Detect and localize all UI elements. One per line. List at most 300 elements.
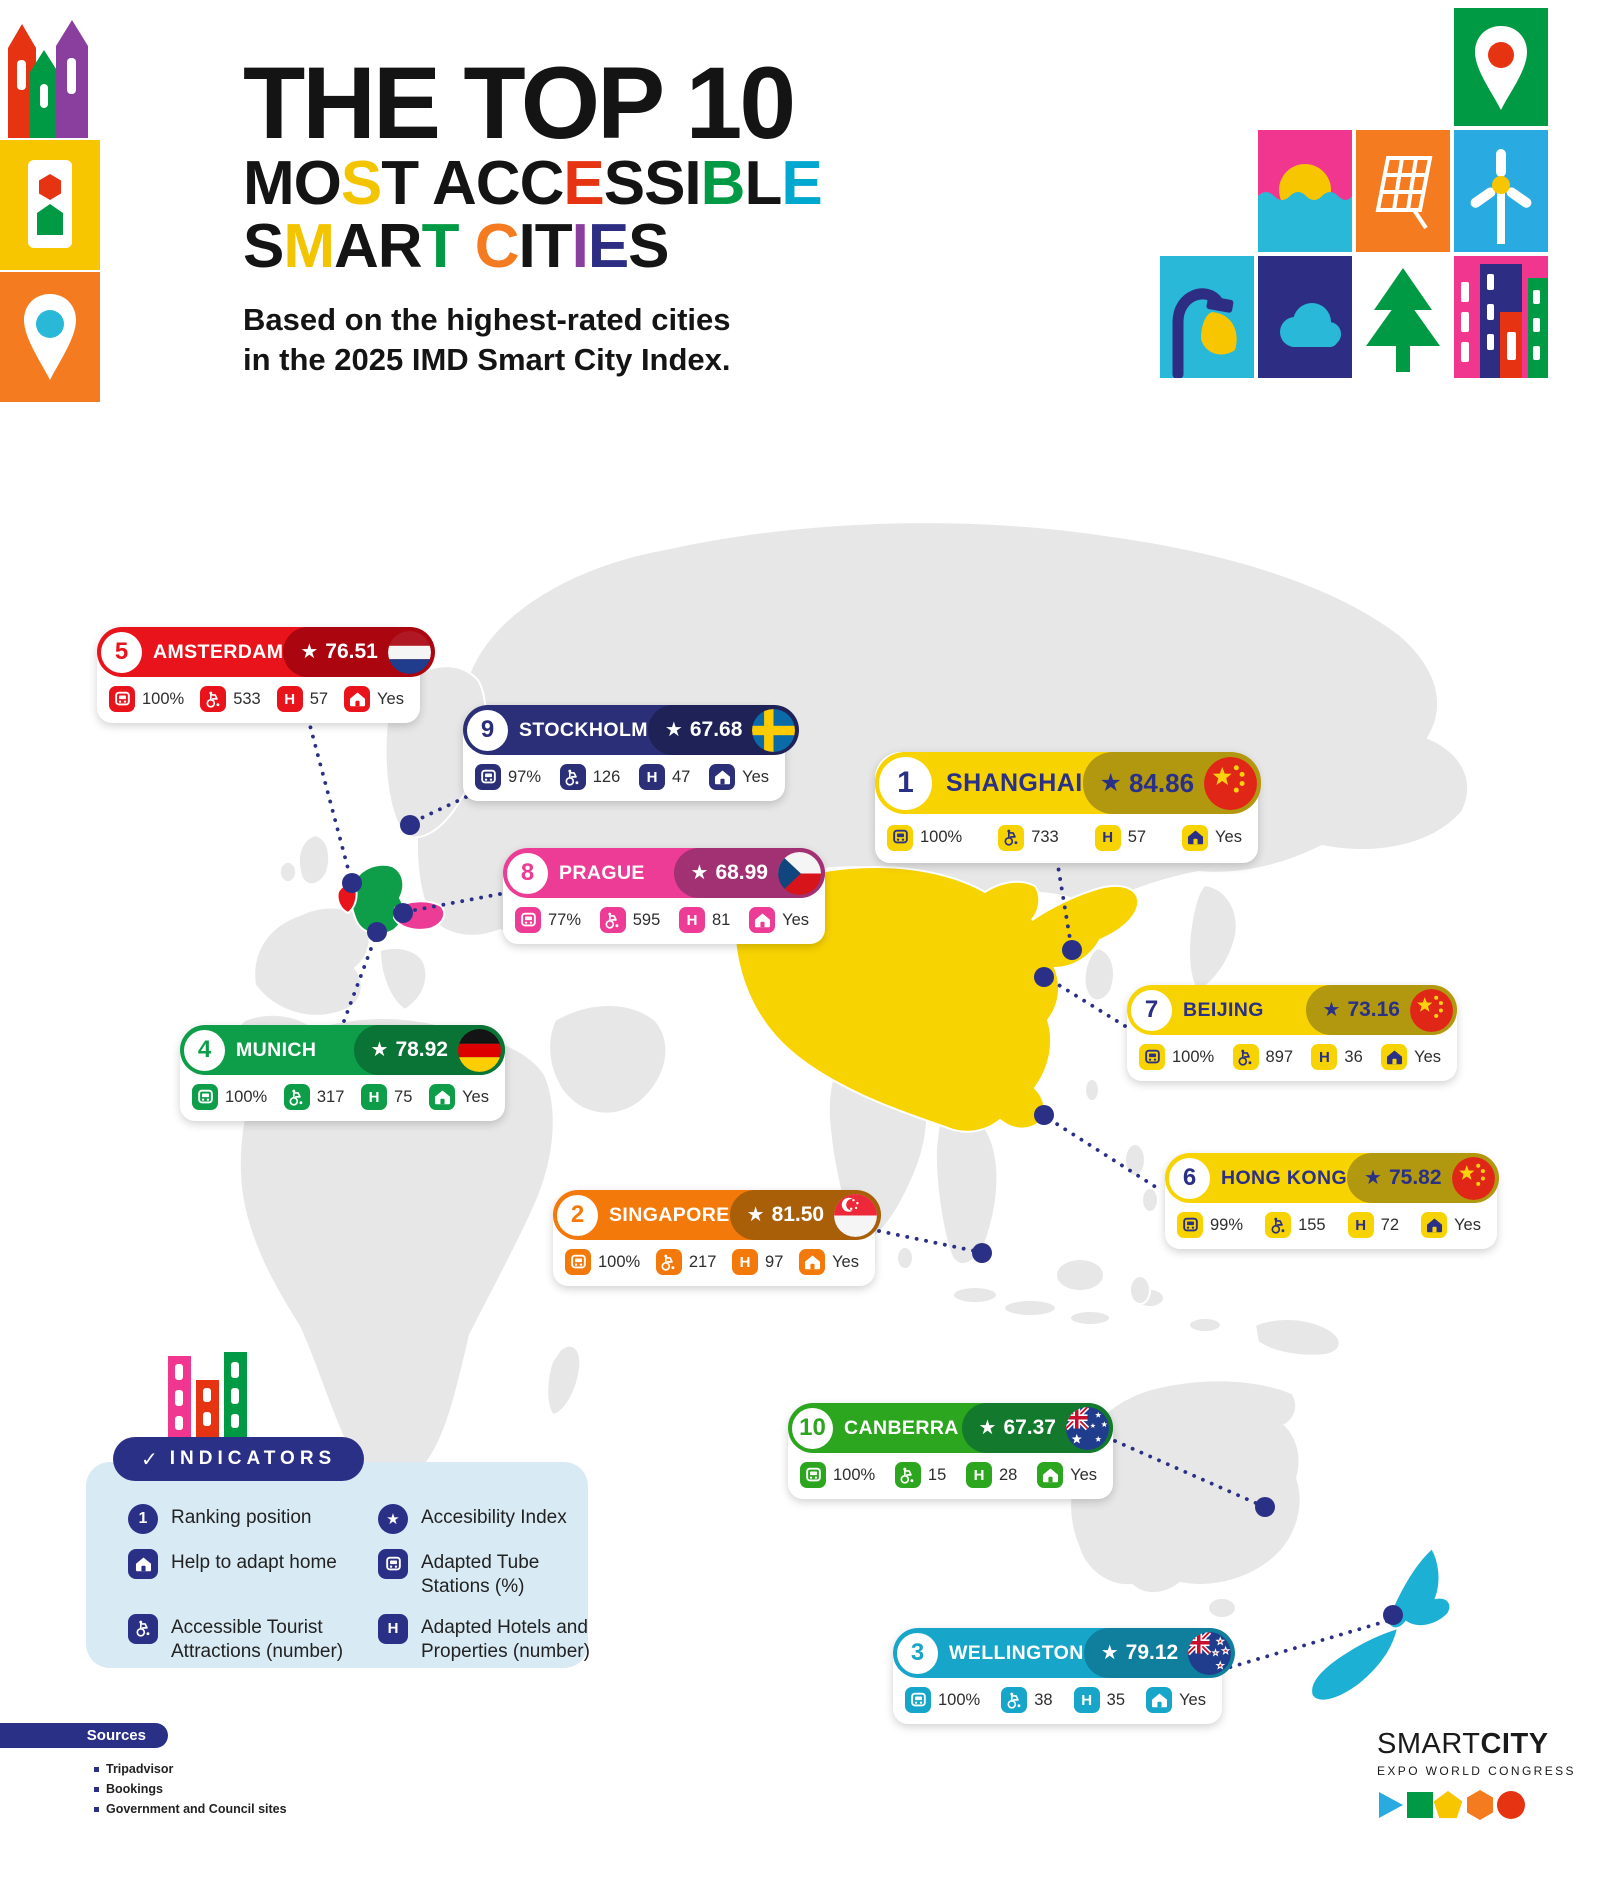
stat-attractions xyxy=(1265,1212,1326,1238)
stat-value: 81 xyxy=(712,910,731,929)
stat-tube xyxy=(1139,1044,1214,1070)
stat-tube xyxy=(192,1084,267,1110)
card-header xyxy=(180,1025,505,1075)
city-name: PRAGUE xyxy=(559,861,645,884)
title-segment: E xyxy=(587,212,629,282)
map-region-tasmania xyxy=(1208,1598,1236,1618)
source-item: Bookings xyxy=(94,1782,287,1796)
tube-icon xyxy=(378,1549,408,1579)
city-card-shanghai xyxy=(875,752,1258,863)
logo-triangle xyxy=(1379,1792,1403,1818)
tube-icon xyxy=(109,686,135,712)
map-region-madagascar xyxy=(547,1346,580,1415)
flag-de-icon xyxy=(458,1029,501,1072)
map-region-taiwan xyxy=(1085,1079,1099,1101)
legend-item xyxy=(128,1549,378,1599)
accessibility-score: 79.12 xyxy=(1125,1641,1179,1664)
logo-brand-light: SMART xyxy=(1377,1728,1481,1760)
stat-home xyxy=(1381,1044,1441,1070)
indicators-grid xyxy=(86,1462,588,1664)
logo-circle xyxy=(1497,1791,1525,1819)
hotel-icon: H xyxy=(1348,1212,1374,1238)
star-icon: ★ xyxy=(690,862,709,884)
city-card-singapore xyxy=(553,1190,875,1286)
hotel-icon: H xyxy=(378,1614,408,1644)
wheelchair-icon xyxy=(1001,1687,1027,1713)
city-name: BEIJING xyxy=(1183,998,1264,1021)
accessibility-score: 81.50 xyxy=(771,1203,825,1226)
source-item: Government and Council sites xyxy=(94,1802,287,1816)
score-pill xyxy=(354,1025,506,1075)
stat-value: 317 xyxy=(316,1087,345,1106)
page-title-line3 xyxy=(243,212,822,282)
home-icon xyxy=(799,1249,825,1275)
legend-label: Adapted Tube Stations (%) xyxy=(421,1552,540,1597)
title-segment xyxy=(458,212,474,281)
rank-badge: 1 xyxy=(879,757,932,810)
card-header xyxy=(875,752,1258,814)
card-stats xyxy=(503,898,825,944)
indicators-panel xyxy=(86,1462,588,1668)
stat-hotels xyxy=(1348,1212,1399,1238)
card-stats xyxy=(463,755,785,801)
title-segment: S xyxy=(340,148,382,218)
stat-value: 97% xyxy=(508,767,542,786)
home-icon xyxy=(709,764,735,790)
stat-tube xyxy=(800,1462,875,1488)
rank-badge: 6 xyxy=(1169,1158,1210,1199)
city-name: HONG KONG xyxy=(1221,1166,1348,1189)
wheelchair-icon xyxy=(998,825,1024,851)
legend-label: Accesibility Index xyxy=(421,1507,567,1528)
city-name: SINGAPORE xyxy=(609,1203,730,1226)
stat-attractions xyxy=(1233,1044,1294,1070)
hotel-icon: H xyxy=(966,1462,992,1488)
home-icon xyxy=(1146,1687,1172,1713)
city-location-dot xyxy=(1034,967,1054,987)
flag-cn-icon xyxy=(1410,989,1453,1032)
wheelchair-icon xyxy=(560,764,586,790)
flag-nz-icon xyxy=(1188,1632,1231,1675)
stat-value: 77% xyxy=(548,910,582,929)
city-location-dot xyxy=(1255,1497,1275,1517)
flag-sg-icon xyxy=(834,1194,877,1237)
title-segment: S xyxy=(628,212,669,282)
wheelchair-icon xyxy=(600,907,626,933)
sources-title: Sources xyxy=(86,1727,146,1744)
stat-value: 100% xyxy=(598,1252,641,1271)
map-region-island xyxy=(953,1287,997,1303)
hotel-icon: H xyxy=(639,764,665,790)
city-location-dot xyxy=(393,903,413,923)
tube-icon xyxy=(1139,1044,1165,1070)
card-stats xyxy=(553,1240,875,1286)
city-name: CANBERRA xyxy=(844,1416,959,1439)
legend-item xyxy=(128,1504,378,1534)
legend-item xyxy=(128,1614,378,1664)
stat-value: 595 xyxy=(632,910,661,929)
stat-home xyxy=(749,907,809,933)
title-segment: S xyxy=(243,212,284,282)
accessibility-score: 73.16 xyxy=(1347,998,1400,1021)
stat-value: 897 xyxy=(1265,1047,1294,1066)
card-stats xyxy=(1165,1203,1497,1249)
stat-hotels xyxy=(639,764,690,790)
title-segment: I xyxy=(571,212,588,282)
logo-shapes xyxy=(1377,1788,1527,1827)
city-name: SHANGHAI xyxy=(946,768,1083,797)
title-segment: T ACC xyxy=(381,148,564,218)
map-region-island xyxy=(1130,1276,1150,1304)
title-segment: E xyxy=(563,148,604,218)
hotel-icon: H xyxy=(361,1084,387,1110)
score-pill xyxy=(283,627,435,677)
card-stats xyxy=(893,1678,1222,1724)
stat-hotels xyxy=(966,1462,1017,1488)
city-name: MUNICH xyxy=(236,1038,317,1061)
map-region-west-europe xyxy=(254,908,369,1016)
tube-icon xyxy=(192,1084,218,1110)
stat-value: 72 xyxy=(1380,1215,1400,1234)
home-icon xyxy=(1037,1462,1063,1488)
map-region-island xyxy=(1142,1188,1158,1212)
stat-attractions xyxy=(1001,1687,1052,1713)
stat-value: 100% xyxy=(920,828,963,846)
subtitle xyxy=(243,300,822,379)
city-card-stockholm xyxy=(463,705,785,801)
stat-value: Yes xyxy=(742,767,769,786)
star-icon: ★ xyxy=(1322,999,1341,1021)
wheelchair-icon xyxy=(128,1614,158,1644)
title-segment: T xyxy=(421,212,459,282)
stat-value: Yes xyxy=(832,1252,859,1271)
tube-icon xyxy=(887,825,913,851)
stat-tube xyxy=(109,686,184,712)
title-segment: M xyxy=(283,212,335,282)
sources-header xyxy=(0,1723,168,1748)
map-region-uk xyxy=(299,835,329,884)
hotel-icon: H xyxy=(277,686,303,712)
stat-value: 100% xyxy=(142,689,185,708)
city-name: AMSTERDAM xyxy=(153,640,284,663)
score-pill xyxy=(1084,1628,1236,1678)
legend-label: Ranking position xyxy=(171,1507,312,1528)
flag-cn-icon xyxy=(1452,1157,1495,1200)
indicators-header xyxy=(113,1437,364,1481)
city-location-dot xyxy=(1383,1605,1403,1625)
accessibility-score: 68.99 xyxy=(715,861,768,884)
map-region-japan xyxy=(1189,885,1237,992)
stat-hotels xyxy=(361,1084,412,1110)
stat-hotels xyxy=(679,907,730,933)
card-stats xyxy=(788,1453,1113,1499)
stat-value: 36 xyxy=(1344,1047,1363,1066)
stat-value: 100% xyxy=(938,1690,981,1709)
stat-value: Yes xyxy=(1215,828,1242,846)
legend-item xyxy=(378,1504,593,1534)
stat-value: 217 xyxy=(688,1252,717,1271)
card-stats xyxy=(1127,1035,1457,1081)
map-region-arabia xyxy=(549,1005,666,1114)
stat-value: 100% xyxy=(1172,1047,1215,1066)
city-card-canberra xyxy=(788,1403,1113,1499)
rank-badge: 7 xyxy=(1131,990,1172,1031)
logo-pentagon xyxy=(1434,1791,1463,1818)
stat-hotels xyxy=(277,686,328,712)
score-pill xyxy=(962,1403,1114,1453)
map-region-srilanka xyxy=(897,1247,913,1269)
stat-hotels xyxy=(1311,1044,1362,1070)
city-location-dot xyxy=(342,873,362,893)
stat-value: 155 xyxy=(1298,1215,1326,1234)
stat-value: Yes xyxy=(782,910,809,929)
map-region-island xyxy=(1189,1318,1221,1332)
city-card-amsterdam xyxy=(97,627,420,723)
map-region-island xyxy=(1004,1300,1056,1316)
rank-badge: 3 xyxy=(897,1633,938,1674)
home-icon xyxy=(128,1549,158,1579)
title-block xyxy=(243,46,822,380)
stat-value: 35 xyxy=(1106,1690,1126,1709)
stat-value: 38 xyxy=(1034,1690,1053,1709)
flag-se-icon xyxy=(752,709,795,752)
score-pill xyxy=(674,848,826,898)
stat-value: 733 xyxy=(1031,828,1059,846)
stat-home xyxy=(1037,1462,1097,1488)
rank-badge: 2 xyxy=(557,1195,598,1236)
map-region-ireland xyxy=(280,862,296,882)
window-icon xyxy=(0,140,100,270)
title-segment: AR xyxy=(334,212,422,282)
accessibility-score: 78.92 xyxy=(395,1038,448,1061)
card-header xyxy=(553,1190,875,1240)
wheelchair-icon xyxy=(656,1249,682,1275)
home-icon xyxy=(749,907,775,933)
stat-attractions xyxy=(560,764,621,790)
stat-home xyxy=(1421,1212,1481,1238)
street-lamp-icon xyxy=(1160,256,1254,378)
star-icon: ★ xyxy=(1099,768,1122,797)
wind-turbine-icon xyxy=(1454,130,1548,252)
stat-value: Yes xyxy=(1070,1465,1097,1484)
stat-value: Yes xyxy=(1454,1215,1481,1234)
flag-nl-icon xyxy=(388,631,431,674)
star-icon: ★ xyxy=(1100,1642,1119,1664)
logo-hexagon xyxy=(1467,1790,1493,1820)
stat-hotels xyxy=(1074,1687,1125,1713)
city-name: WELLINGTON xyxy=(949,1641,1084,1664)
stat-value: 100% xyxy=(833,1465,876,1484)
title-segment: L xyxy=(744,148,782,218)
city-location-dot xyxy=(400,815,420,835)
stat-tube xyxy=(887,825,962,851)
solar-panel-icon xyxy=(1356,130,1450,252)
score-pill xyxy=(1083,752,1262,814)
tube-icon xyxy=(905,1687,931,1713)
city-location-dot xyxy=(1034,1105,1054,1125)
title-segment: B xyxy=(700,148,745,218)
city-card-beijing xyxy=(1127,985,1457,1081)
city-location-dot xyxy=(1062,940,1082,960)
rank-icon: 1 xyxy=(128,1504,158,1534)
stat-value: 126 xyxy=(592,767,621,786)
subtitle-line2: in the 2025 IMD Smart City Index. xyxy=(243,342,731,378)
home-icon xyxy=(1381,1044,1407,1070)
map-region-island xyxy=(1056,1259,1104,1291)
cloud-icon xyxy=(1258,256,1352,378)
page-title xyxy=(243,46,822,160)
city-card-prague xyxy=(503,848,825,944)
title-segment: MO xyxy=(243,148,341,218)
home-icon xyxy=(344,686,370,712)
stat-attractions xyxy=(656,1249,717,1275)
stat-value: 97 xyxy=(765,1252,784,1271)
source-item: Tripadvisor xyxy=(94,1762,287,1776)
hotel-icon: H xyxy=(1074,1687,1100,1713)
stat-value: Yes xyxy=(1414,1047,1441,1066)
stat-hotels xyxy=(732,1249,783,1275)
map-pin-icon xyxy=(1454,8,1548,126)
hotel-icon: H xyxy=(732,1249,758,1275)
accessibility-score: 67.68 xyxy=(689,718,743,741)
legend-item xyxy=(378,1549,593,1599)
wheelchair-icon xyxy=(200,686,226,712)
stat-attractions xyxy=(600,907,661,933)
map-region-island xyxy=(1125,1144,1145,1176)
logo-square xyxy=(1407,1792,1433,1818)
stat-tube xyxy=(905,1687,980,1713)
accessibility-score: 67.37 xyxy=(1003,1416,1056,1439)
buildings-icon xyxy=(0,8,100,138)
stat-home xyxy=(1182,825,1242,851)
map-pin-icon xyxy=(0,272,100,402)
map-region-indochina xyxy=(936,1111,998,1264)
stat-value: Yes xyxy=(462,1087,489,1106)
legend-buildings-illustration xyxy=(168,1352,252,1443)
stat-value: Yes xyxy=(1179,1690,1206,1709)
map-region-korea xyxy=(1085,948,1114,1000)
wheelchair-icon xyxy=(1233,1044,1259,1070)
home-icon xyxy=(429,1084,455,1110)
map-region-new-zealand-south xyxy=(1311,1628,1398,1701)
title-segment: IT xyxy=(518,212,572,282)
star-icon: ★ xyxy=(664,719,683,741)
stat-value: 100% xyxy=(225,1087,268,1106)
flag-au-icon xyxy=(1066,1407,1109,1450)
tube-icon xyxy=(800,1462,826,1488)
card-header xyxy=(788,1403,1113,1453)
rank-badge: 5 xyxy=(101,632,142,673)
stat-value: 75 xyxy=(394,1087,413,1106)
stat-value: 28 xyxy=(999,1465,1018,1484)
legend-label: Adapted Hotels and Properties (number) xyxy=(421,1616,590,1662)
title-segment: SSI xyxy=(603,148,701,218)
buildings-icon xyxy=(1454,256,1548,378)
star-icon: ★ xyxy=(370,1039,389,1061)
stat-value: 99% xyxy=(1210,1215,1244,1234)
stat-attractions xyxy=(200,686,261,712)
rank-badge: 8 xyxy=(507,853,548,894)
home-icon xyxy=(1421,1212,1447,1238)
stat-value: 57 xyxy=(309,689,329,708)
logo-tagline: EXPO WORLD CONGRESS xyxy=(1377,1764,1576,1778)
card-header xyxy=(97,627,420,677)
title-segment: THE TOP 10 xyxy=(243,46,794,160)
star-icon: ★ xyxy=(300,641,319,663)
star-icon: ★ xyxy=(978,1417,997,1439)
sources-list xyxy=(94,1762,287,1822)
legend-item xyxy=(378,1614,593,1664)
card-header xyxy=(893,1628,1222,1678)
card-stats xyxy=(875,814,1258,863)
map-region-italy xyxy=(380,948,426,1010)
logo-wordmark xyxy=(1377,1728,1549,1761)
score-pill xyxy=(648,705,800,755)
star-icon: ★ xyxy=(746,1204,765,1226)
stat-home xyxy=(709,764,769,790)
accessibility-score: 75.82 xyxy=(1388,1166,1442,1189)
stat-value: 533 xyxy=(233,689,261,708)
home-icon xyxy=(1182,825,1208,851)
rank-badge: 10 xyxy=(792,1408,833,1449)
hotel-icon: H xyxy=(1095,825,1121,851)
legend-label: Accessible Tourist Attractions (number) xyxy=(171,1616,344,1662)
page-title-line2 xyxy=(243,148,822,218)
title-segment: E xyxy=(781,148,822,218)
stat-home xyxy=(799,1249,859,1275)
city-card-munich xyxy=(180,1025,505,1121)
card-stats xyxy=(180,1075,505,1121)
city-card-wellington xyxy=(893,1628,1222,1724)
card-header xyxy=(463,705,785,755)
wheelchair-icon xyxy=(1265,1212,1291,1238)
check-icon: ✓ xyxy=(141,1448,158,1471)
sunrise-icon xyxy=(1258,130,1352,252)
map-region-island xyxy=(1070,1311,1110,1325)
map-region-new-guinea xyxy=(1255,1319,1340,1356)
smart-city-expo-logo xyxy=(1377,1728,1576,1827)
subtitle-line1: Based on the highest-rated cities xyxy=(243,302,731,338)
card-header xyxy=(1127,985,1457,1035)
score-pill xyxy=(1306,985,1458,1035)
accessibility-score: 76.51 xyxy=(325,640,378,663)
logo-brand-bold: CITY xyxy=(1480,1728,1549,1760)
stat-home xyxy=(429,1084,489,1110)
city-card-hong-kong xyxy=(1165,1153,1497,1249)
stat-home xyxy=(344,686,404,712)
stat-tube xyxy=(1177,1212,1243,1238)
tree-icon xyxy=(1356,256,1450,378)
city-name: STOCKHOLM xyxy=(519,718,648,741)
tube-icon xyxy=(515,907,541,933)
wheelchair-icon xyxy=(895,1462,921,1488)
indicators-title: INDICATORS xyxy=(169,1448,337,1469)
legend-label: Help to adapt home xyxy=(171,1552,337,1573)
stat-value: 57 xyxy=(1127,828,1147,846)
tube-icon xyxy=(475,764,501,790)
stat-attractions xyxy=(998,825,1059,851)
flag-cn-icon xyxy=(1204,757,1257,810)
stat-tube xyxy=(515,907,581,933)
score-pill xyxy=(730,1190,882,1240)
stat-value: 47 xyxy=(672,767,691,786)
title-segment: C xyxy=(474,212,519,282)
star-icon: ★ xyxy=(1364,1167,1382,1189)
rank-badge: 9 xyxy=(467,710,508,751)
stat-tube xyxy=(565,1249,640,1275)
tube-icon xyxy=(1177,1212,1203,1238)
hotel-icon: H xyxy=(679,907,705,933)
